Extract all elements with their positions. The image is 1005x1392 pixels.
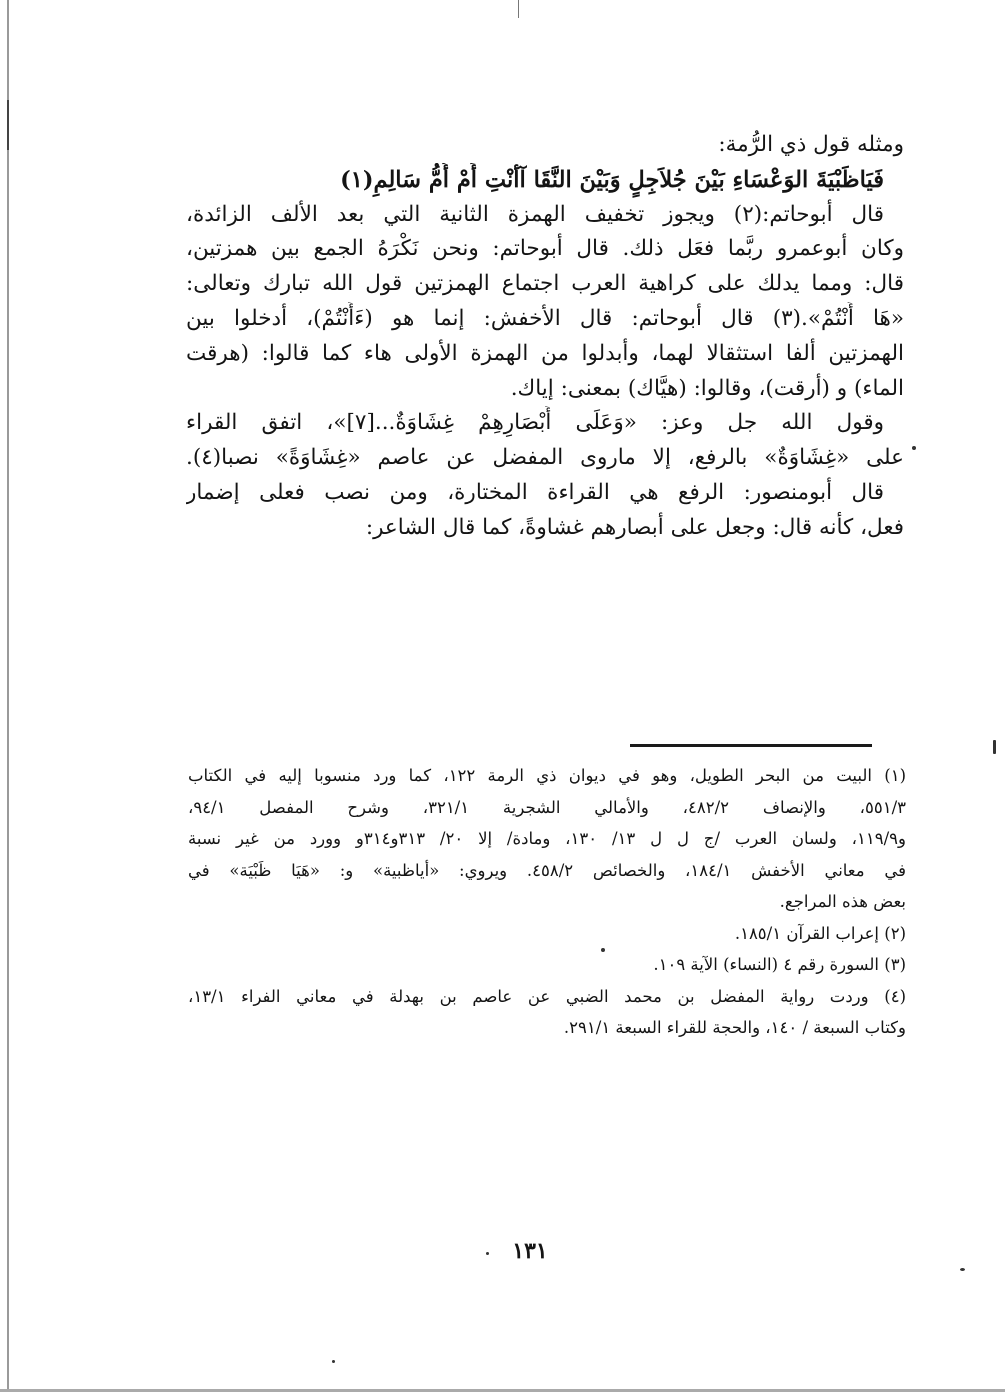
footnote-line: ٥٥١/٣، والإنصاف ٤٨٢/٢، والأمالي الشجرية ٣٢١/١، وشرح المفصل ٩٤/١، xyxy=(188,797,906,817)
footnote-line: في معاني الأخفش ١٨٤/١، والخصائص ٤٥٨/٢. ويروي: «أياظبية» و: «هَيَا ظَبْيَة» في xyxy=(188,860,906,880)
scan-speck xyxy=(332,1360,335,1363)
text-line: قال أبومنصور: الرفع هي القراءة المختارة، ومن نصب فعلى إضمار xyxy=(186,479,884,505)
page-number: ١٣١ xyxy=(512,1238,548,1264)
top-crop-mark xyxy=(518,0,519,18)
text-line: وقول الله جل وعز: «وَعَلَى أَبْصَارِهِمْ غِشَاوَةٌ...[٧]»، اتفق القراء xyxy=(186,410,884,436)
footnote-line: (١) البيت من البحر الطويل، وهو في ديوان ذي الرمة ١٢٢، كما ورد منسوبا إليه في الكتاب xyxy=(188,766,906,785)
left-margin-rule-dark xyxy=(7,100,9,150)
footnote-line: (٣) السورة رقم ٤ (النساء) الآية ١٠٩. xyxy=(653,955,906,974)
footnote-line: (٢) إعراب القرآن ١٨٥/١. xyxy=(734,923,906,943)
scan-speck xyxy=(912,446,916,450)
scan-speck xyxy=(993,740,996,754)
text-line: وكان أبوعمرو ربَّما فعَل ذلك. قال أبوحاتم: ونحن نَكْرَهُ الجمع بين همزتين، xyxy=(186,236,904,262)
text-line: «هَا أَنْتُمْ».(٣) قال أبوحاتم: قال الأخفش: إنما هو (ءَأَنْتُمْ)، أدخلوا بين xyxy=(186,305,904,331)
text-line: قال أبوحاتم:(٢) ويجوز تخفيف الهمزة الثانية التي بعد الألف الزائدة، xyxy=(186,201,884,227)
footnote-separator xyxy=(630,744,872,747)
scan-speck xyxy=(486,1252,489,1255)
main-text xyxy=(186,128,904,546)
left-margin-rule xyxy=(7,0,9,1392)
text-line: قال: ومما يدلك على كراهية العرب اجتماع الهمزتين قول الله تبارك وتعالى: xyxy=(186,271,904,297)
footnotes xyxy=(188,760,906,1044)
scan-speck xyxy=(960,1268,965,1271)
footnote-line: بعض هذه المراجع. xyxy=(779,892,906,911)
text-line: فعل، كأنه قال: وجعل على أبصارهم غشاوةً، كما قال الشاعر: xyxy=(365,514,904,540)
text-line: الهمزتين ألفا استثقالا لهما، وأبدلوا من الهمزة الأولى هاء كما قالوا: (هرقت xyxy=(186,340,904,366)
footnote-line: و١١٩/٩، ولسان العرب /ج ل ل ١٣/ ١٣٠، ومادة/ إلا ٢٠/ ٣١٣و٣١٤و وورد من غير نسبة xyxy=(188,829,906,848)
footnote-line: وكتاب السبعة / ١٤٠، والحجة للقراء السبعة ٢٩١/١. xyxy=(563,1018,906,1037)
text-line: على «غِشَاوَةٌ» بالرفع، إلا ماروى المفضل عن عاصم «غِشَاوَةً» نصبا(٤). xyxy=(186,445,904,471)
footnote-line: (٤) وردت رواية المفضل بن محمد الضبي عن عاصم بن بهدلة في معاني الفراء ١٣/١، xyxy=(188,986,906,1006)
verse-line: فَيَاظَبْيَةَ الوَعْسَاءِ بَيْنَ جُلاَجِلٍ وَبَيْنَ النَّقَا آأنْتِ أَمْ أُمُّ سَالِمِ(١) xyxy=(340,166,884,193)
text-line: الماء) و (أرقت)، وقالوا: (هيَّاك) بمعنى: إياك. xyxy=(510,375,904,401)
text-line: ومثله قول ذي الرُّمة: xyxy=(718,132,904,157)
